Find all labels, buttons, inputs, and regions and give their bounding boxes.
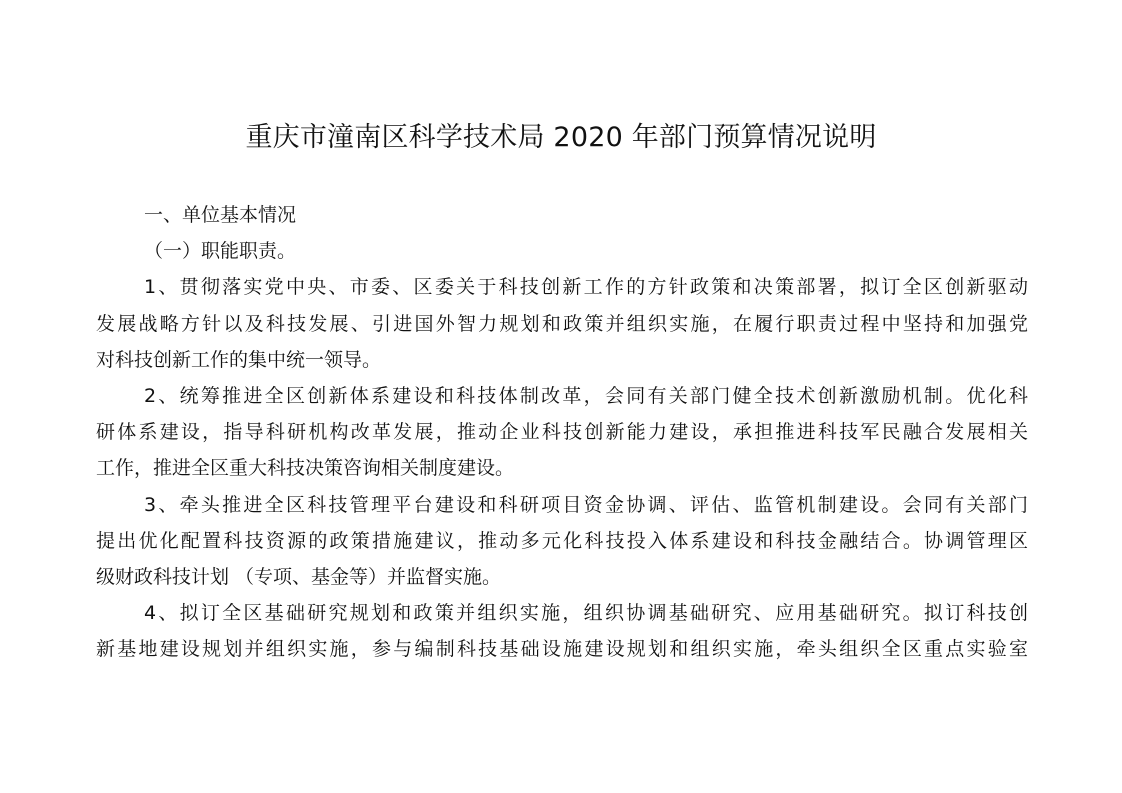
paragraph-line: 1、贯彻落实党中央、市委、区委关于科技创新工作的方针政策和决策部署，拟订全区创新驱动	[144, 276, 1028, 299]
paragraph-line: 研体系建设，指导科研机构改革发展，推动企业科技创新能力建设，承担推进科技军民融合发展相关	[96, 421, 1028, 444]
paragraph-line: 级财政科技计划 （专项、基金等）并监督实施。	[96, 565, 502, 588]
paragraph-line: 提出优化配置科技资源的政策措施建议，推动多元化科技投入体系建设和科技金融结合。协调管理区	[96, 529, 1028, 552]
paragraph-line: 对科技创新工作的集中统一领导。	[96, 348, 382, 371]
document-title: 重庆市潼南区科学技术局 2020 年部门预算情况说明	[245, 122, 877, 153]
paragraph-line: 4、拟订全区基础研究规划和政策并组织实施，组织协调基础研究、应用基础研究。拟订科技创	[144, 602, 1028, 625]
section-heading: 一、单位基本情况	[144, 204, 297, 226]
paragraph-line: 发展战略方针以及科技发展、引进国外智力规划和政策并组织实施，在履行职责过程中坚持和加强党	[96, 312, 1028, 335]
paragraph-line: 3、牵头推进全区科技管理平台建设和科研项目资金协调、评估、监管机制建设。会同有关部门	[144, 493, 1028, 516]
paragraph-line: 2、统筹推进全区创新体系建设和科技体制改革，会同有关部门健全技术创新激励机制。优化科	[144, 384, 1028, 407]
subsection-heading: （一）职能职责。	[144, 240, 297, 263]
document-body	[96, 197, 1028, 667]
paragraph-line: 新基地建设规划并组织实施，参与编制科技基础设施建设规划和组织实施，牵头组织全区重点实验室	[96, 638, 1028, 661]
paragraph-line: 工作，推进全区重大科技决策咨询相关制度建设。	[96, 457, 515, 480]
